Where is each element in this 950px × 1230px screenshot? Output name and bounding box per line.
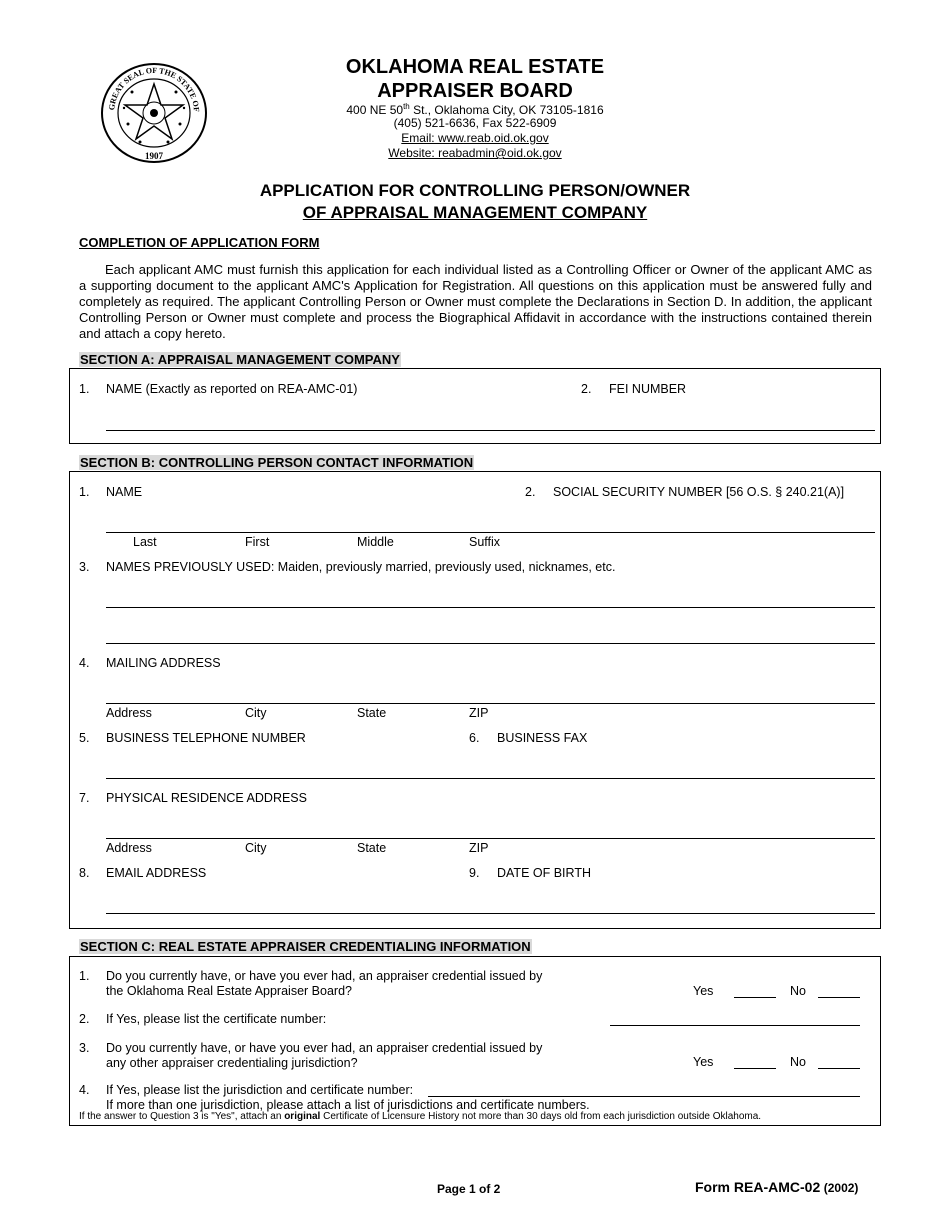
- section-a-q2-num: 2.: [581, 382, 592, 396]
- section-b-q5-num: 5.: [79, 731, 90, 745]
- q1-yes-label: Yes: [693, 984, 714, 998]
- section-b-q3-num: 3.: [79, 560, 90, 574]
- note-bold: original: [284, 1111, 321, 1122]
- section-b-q6-label: BUSINESS FAX: [497, 731, 588, 745]
- certificate-number-line[interactable]: [610, 1025, 860, 1026]
- residence-address-line[interactable]: [106, 838, 875, 839]
- residence-addr-part-state: State: [357, 841, 387, 855]
- section-c-q2-label: If Yes, please list the certificate number:: [106, 1012, 327, 1026]
- section-b-q5-label: BUSINESS TELEPHONE NUMBER: [106, 731, 306, 745]
- section-b-q2-label: SOCIAL SECURITY NUMBER [56 O.S. § 240.21(A)]: [553, 485, 845, 499]
- section-b-q7-label: PHYSICAL RESIDENCE ADDRESS: [106, 791, 307, 805]
- form-title-line2: OF APPRAISAL MANAGEMENT COMPANY: [302, 203, 648, 222]
- section-b-q9-label: DATE OF BIRTH: [497, 866, 591, 880]
- q3-yes-label: Yes: [693, 1055, 714, 1069]
- section-c-q1-line2: the Oklahoma Real Estate Appraiser Board?: [106, 984, 352, 998]
- section-c-q3-line1: Do you currently have, or have you ever had, an appraiser credential issued by: [106, 1041, 543, 1055]
- form-year: (2002): [823, 1181, 859, 1195]
- completion-instructions: Each applicant AMC must furnish this application for each individual listed as a Controlling Officer or Owner of the applicant AMC as a supporting document to the applicant AMC's Application for Registration. All questions on this application must be answered fully and completely as required. The applicant Controlling Person or Owner must complete the Declarations in Section D. In addition, the applicant Controlling Person or Owner must complete and process the Biographical Affidavit in accordance with the instructions contained therein and attach a copy hereto.: [79, 262, 872, 341]
- org-name-line2: APPRAISER BOARD: [377, 80, 573, 102]
- q1-no-blank[interactable]: [818, 997, 860, 998]
- mailing-addr-part-city: City: [245, 706, 267, 720]
- section-b-q1-label: NAME: [106, 485, 143, 499]
- mailing-address-line[interactable]: [106, 703, 875, 704]
- svg-text:GREAT SEAL OF THE STATE OF OKL: GREAT SEAL OF THE STATE OF: [107, 65, 202, 113]
- section-c-q2-num: 2.: [79, 1012, 90, 1026]
- address-sup: th: [403, 102, 410, 111]
- section-c-q1-num: 1.: [79, 969, 90, 983]
- note-post: Certificate of Licensure History not more than 30 days old from each jurisdiction outside Oklahoma.: [320, 1111, 762, 1122]
- previous-names-line-2[interactable]: [106, 643, 875, 644]
- form-id: [695, 1179, 858, 1195]
- section-a-q1-label: NAME (Exactly as reported on REA-AMC-01): [106, 382, 358, 396]
- address-post: St., Oklahoma City, OK 73105-1816: [409, 103, 604, 117]
- section-a-box: [69, 368, 881, 444]
- name-part-first: First: [245, 535, 270, 549]
- form-id-label: Form REA-AMC-02: [695, 1179, 821, 1195]
- section-c-q1-line1: Do you currently have, or have you ever had, an appraiser credential issued by: [106, 969, 543, 983]
- q3-no-blank[interactable]: [818, 1068, 860, 1069]
- mailing-addr-part-address: Address: [106, 706, 152, 720]
- org-website-link[interactable]: Website: reabadmin@oid.ok.gov: [388, 146, 562, 160]
- section-b-q8-label: EMAIL ADDRESS: [106, 866, 207, 880]
- residence-addr-part-address: Address: [106, 841, 152, 855]
- q1-no-label: No: [790, 984, 806, 998]
- section-c-q3-line2: any other appraiser credentialing jurisdiction?: [106, 1056, 358, 1070]
- org-name-line1: OKLAHOMA REAL ESTATE: [345, 56, 605, 78]
- section-b-q3-label: NAMES PREVIOUSLY USED: Maiden, previously married, previously used, nicknames, etc.: [106, 560, 616, 574]
- amc-name-fei-line[interactable]: [106, 430, 875, 431]
- seal-year: 1907: [145, 151, 163, 161]
- state-seal-logo: [100, 62, 208, 164]
- mailing-addr-part-state: State: [357, 706, 387, 720]
- note-pre: If the answer to Question 3 is "Yes", attach an: [79, 1111, 285, 1122]
- previous-names-line-1[interactable]: [106, 607, 875, 608]
- completion-heading: COMPLETION OF APPLICATION FORM: [79, 235, 320, 250]
- residence-addr-part-city: City: [245, 841, 267, 855]
- address-pre: 400 NE 50: [346, 103, 404, 117]
- org-phone: (405) 521-6636, Fax 522-6909: [393, 116, 557, 130]
- section-a-heading: SECTION A: APPRAISAL MANAGEMENT COMPANY: [80, 352, 400, 367]
- section-a-q1-num: 1.: [79, 382, 90, 396]
- section-c-q4-line2: If more than one jurisdiction, please attach a list of jurisdictions and certificate numbers.: [106, 1098, 590, 1112]
- mailing-addr-part-zip: ZIP: [469, 706, 489, 720]
- residence-addr-part-zip: ZIP: [469, 841, 489, 855]
- section-c-q4-num: 4.: [79, 1083, 90, 1097]
- phone-fax-line[interactable]: [106, 778, 875, 779]
- q3-no-label: No: [790, 1055, 806, 1069]
- section-c-note: [79, 1111, 761, 1122]
- name-part-last: Last: [133, 535, 157, 549]
- section-b-q2-num: 2.: [525, 485, 536, 499]
- q3-yes-blank[interactable]: [734, 1068, 776, 1069]
- org-address: [275, 102, 675, 117]
- email-dob-line[interactable]: [106, 913, 875, 914]
- section-c-q4-line1: If Yes, please list the jurisdiction and certificate number:: [106, 1083, 414, 1097]
- section-b-q4-label: MAILING ADDRESS: [106, 656, 221, 670]
- section-c-heading: SECTION C: REAL ESTATE APPRAISER CREDENTIALING INFORMATION: [80, 939, 531, 954]
- section-b-q1-num: 1.: [79, 485, 90, 499]
- q1-yes-blank[interactable]: [734, 997, 776, 998]
- jurisdiction-line[interactable]: [428, 1096, 860, 1097]
- name-part-middle: Middle: [357, 535, 394, 549]
- section-b-heading: SECTION B: CONTROLLING PERSON CONTACT INFORMATION: [80, 455, 474, 470]
- page-number: Page 1 of 2: [437, 1182, 501, 1196]
- org-email-link[interactable]: Email: www.reab.oid.ok.gov: [401, 131, 549, 145]
- section-b-q7-num: 7.: [79, 791, 90, 805]
- section-b-q4-num: 4.: [79, 656, 90, 670]
- section-b-q9-num: 9.: [469, 866, 480, 880]
- section-b-q8-num: 8.: [79, 866, 90, 880]
- form-title-line1: APPLICATION FOR CONTROLLING PERSON/OWNER: [259, 181, 691, 200]
- section-b-q6-num: 6.: [469, 731, 480, 745]
- name-ssn-line[interactable]: [106, 532, 875, 533]
- section-a-q2-label: FEI NUMBER: [609, 382, 687, 396]
- section-c-q3-num: 3.: [79, 1041, 90, 1055]
- name-part-suffix: Suffix: [469, 535, 501, 549]
